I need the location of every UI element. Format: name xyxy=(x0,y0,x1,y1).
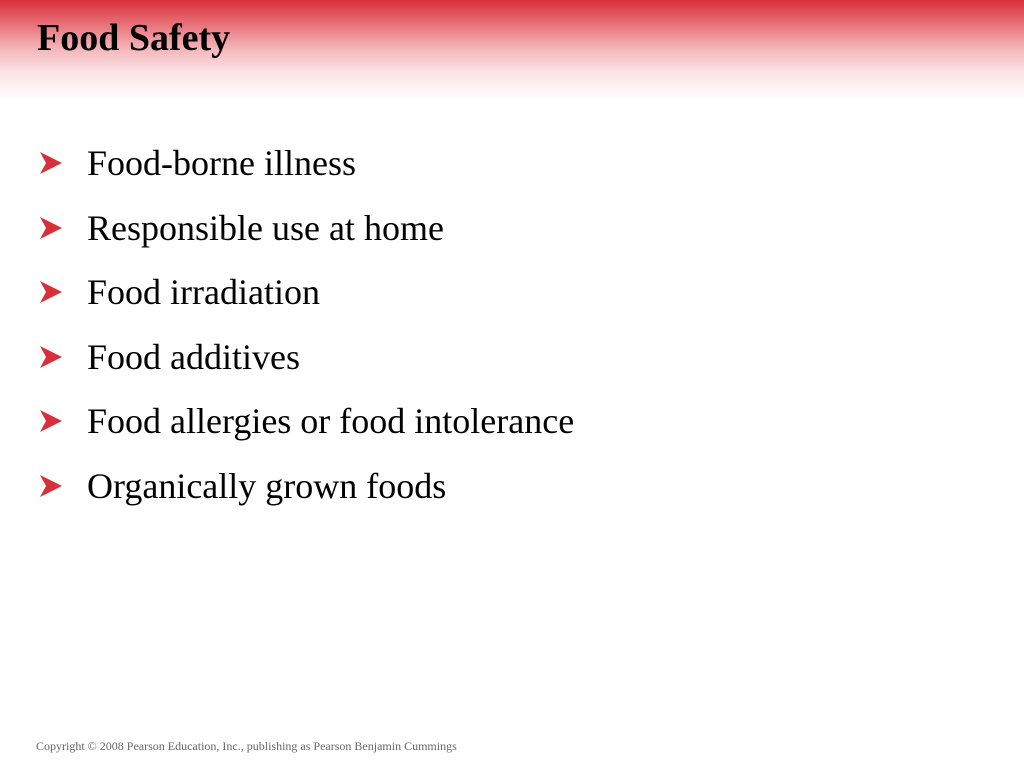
bullet-item xyxy=(38,325,574,390)
arrowhead-bullet-icon xyxy=(38,408,64,434)
bullet-item xyxy=(38,260,574,325)
bullet-text: Organically grown foods xyxy=(87,465,447,506)
arrowhead-bullet-icon xyxy=(38,150,64,176)
bullet-item xyxy=(38,454,574,519)
copyright-footer: Copyright © 2008 Pearson Education, Inc., publishing as Pearson Benjamin Cummings xyxy=(36,739,457,753)
arrowhead-bullet-icon xyxy=(38,344,64,370)
bullet-item xyxy=(38,389,574,454)
arrowhead-bullet-icon xyxy=(38,279,64,305)
bullet-text: Food-borne illness xyxy=(87,143,356,184)
arrowhead-bullet-icon xyxy=(38,215,64,241)
slide-title: Food Safety xyxy=(37,17,231,59)
bullet-item xyxy=(38,131,574,196)
bullet-item xyxy=(38,196,574,261)
arrowhead-bullet-icon xyxy=(38,473,64,499)
bullet-text: Food additives xyxy=(87,336,300,377)
bullet-text: Food allergies or food intolerance xyxy=(87,401,575,442)
bullet-text: Food irradiation xyxy=(87,272,320,313)
bullet-text: Responsible use at home xyxy=(87,207,444,248)
bullet-list xyxy=(38,131,574,518)
